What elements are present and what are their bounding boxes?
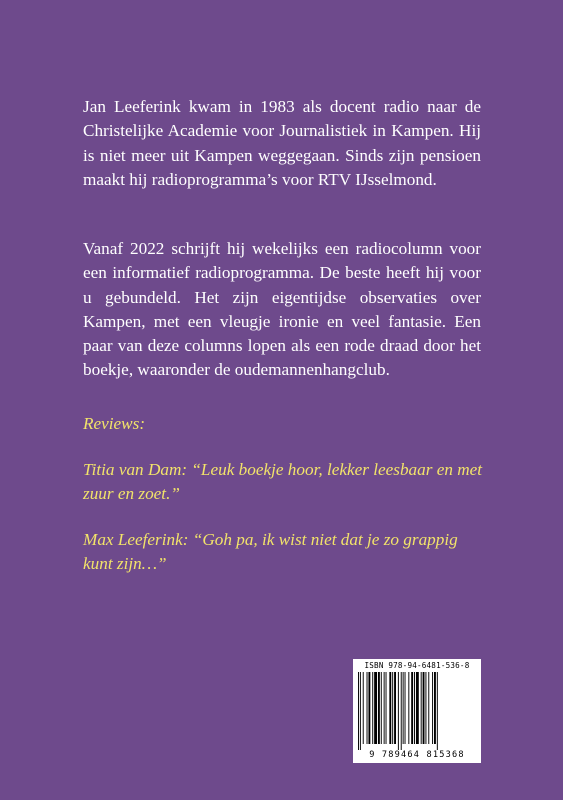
barcode-bar bbox=[378, 672, 380, 744]
barcode-bar bbox=[398, 672, 399, 750]
barcode-bar bbox=[408, 672, 409, 744]
barcode-bar bbox=[403, 672, 404, 744]
author-bio-paragraph: Jan Leeferink kwam in 1983 als docent radio naar de Christelijke Academie voor Journalistiek in Kampen. Hij is niet meer uit Kampen weggegaan. Sinds zijn pensioen maakt hij radioprogramma’s voor RTV IJsselmond. bbox=[83, 97, 481, 189]
barcode-bar bbox=[368, 672, 370, 744]
barcode-bar bbox=[421, 672, 422, 744]
review-quote: Titia van Dam: “Leuk boekje hoor, lekker leesbaar en met zuur en zoet.” bbox=[83, 460, 483, 504]
barcode-bar bbox=[425, 672, 426, 744]
barcode-bars bbox=[357, 672, 477, 750]
barcode-bar bbox=[423, 672, 425, 744]
barcode-bar bbox=[411, 672, 413, 744]
book-description-paragraph: Vanaf 2022 schrijft hij wekelijks een radiocolumn voor een informatief radioprogramma. De beste heeft hij voor u gebundeld. Het zijn eigentijdse observaties over Kampen, met een vleugje ironie en veel fantasie. Een paar van deze columns lopen als een rode draad door het boekje, waaronder de oudemannenhangclub. bbox=[83, 239, 481, 380]
ean-digits: 9 789464 815368 bbox=[369, 750, 465, 760]
barcode-bar bbox=[437, 672, 438, 750]
barcode-bar bbox=[401, 672, 402, 750]
barcode-bar bbox=[367, 672, 368, 744]
isbn-barcode bbox=[353, 659, 481, 763]
barcode-bar bbox=[414, 672, 415, 744]
barcode-bar bbox=[405, 672, 406, 744]
barcode-bar bbox=[416, 672, 419, 744]
barcode-bar bbox=[428, 672, 429, 744]
barcode-bar bbox=[363, 672, 364, 744]
barcode-bar bbox=[374, 672, 377, 744]
barcode-bar bbox=[386, 672, 387, 744]
barcode-bar bbox=[381, 672, 382, 744]
barcode-bar bbox=[358, 672, 359, 750]
barcode-bar bbox=[432, 672, 433, 744]
barcode-bar bbox=[392, 672, 393, 744]
review-quote: Max Leeferink: “Goh pa, ik wist niet dat je zo grappig kunt zijn…” bbox=[83, 530, 458, 574]
reviews-heading: Reviews: bbox=[83, 414, 146, 433]
barcode-bar bbox=[389, 672, 391, 744]
barcode-bar bbox=[394, 672, 396, 744]
isbn-label: ISBN 978-94-6481-536-8 bbox=[364, 661, 470, 670]
barcode-bar bbox=[384, 672, 385, 744]
barcode-bar bbox=[434, 672, 436, 744]
barcode-bar bbox=[360, 672, 361, 750]
barcode-bar bbox=[372, 672, 373, 744]
